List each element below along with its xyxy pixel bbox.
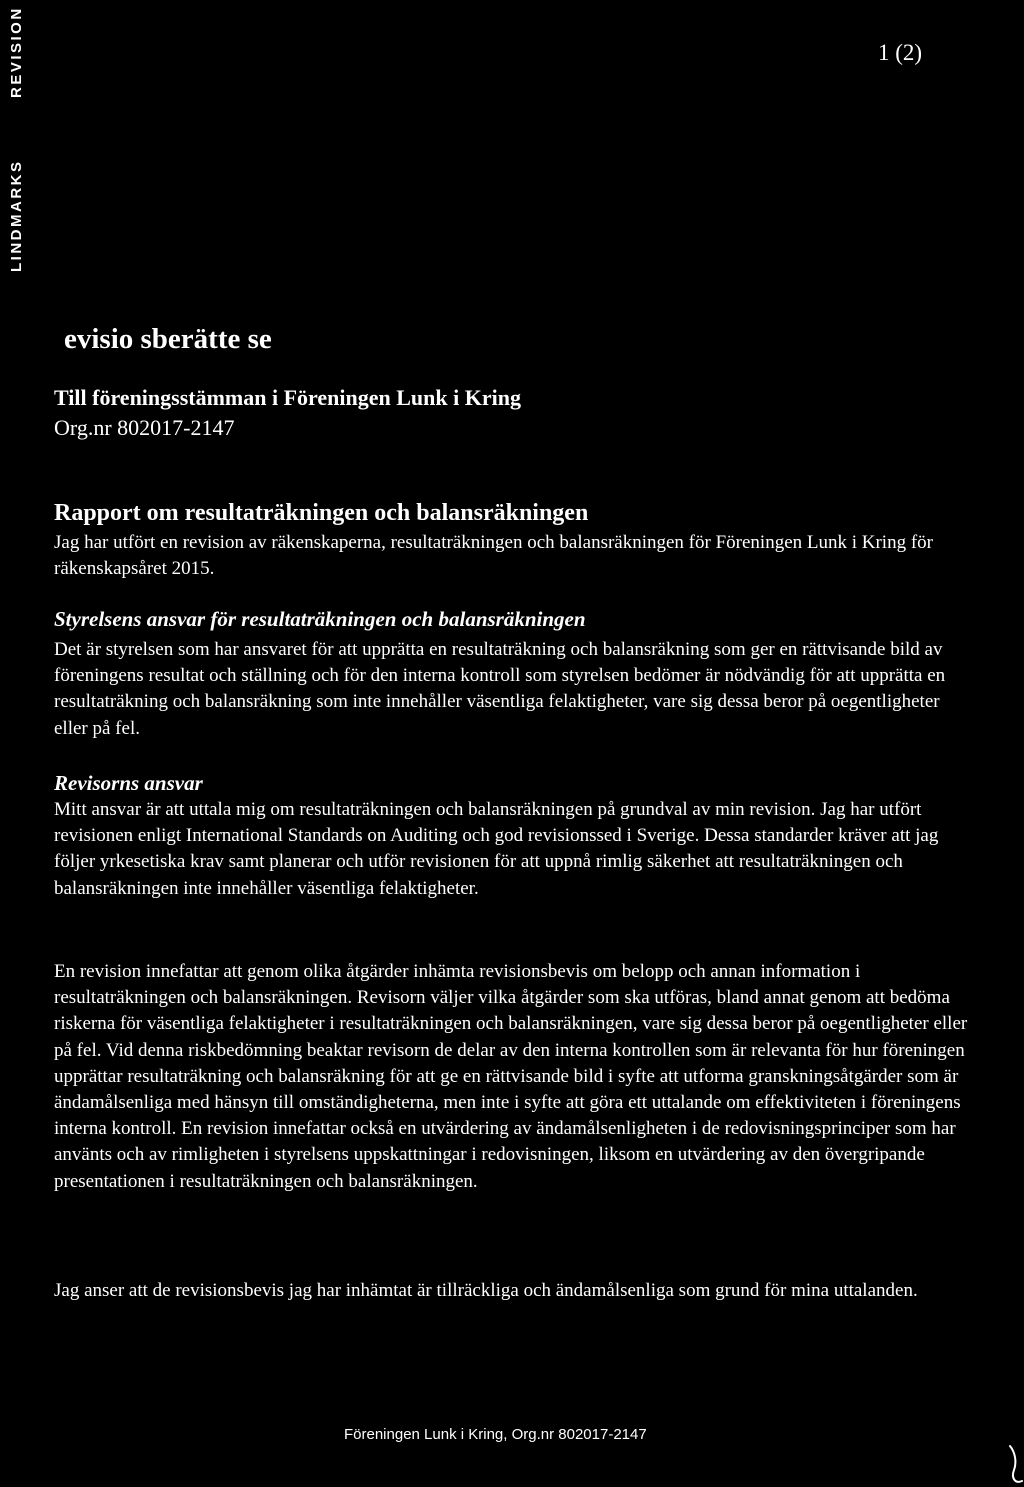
side-stamp: [6, 0, 30, 275]
handwritten-initial-mark: [1006, 1440, 1024, 1487]
addressee: Till föreningsstämman i Föreningen Lunk i Kring: [54, 385, 521, 410]
page-number: 1 (2): [878, 40, 923, 65]
page-footer: Föreningen Lunk i Kring, Org.nr 802017-2147: [344, 1426, 647, 1443]
document-title: evisio sberätte se: [64, 323, 272, 355]
org-number: Org.nr 802017-2147: [54, 415, 235, 440]
paragraph-audit-procedures: En revision innefattar att genom olika åtgärder inhämta revisionsbevis om belopp och annan information i resultaträkningen och balansräkningen. Revisorn väljer vilka åtgärder som ska utföras, bland annat genom att bedöma riskerna för väsentliga felaktigheter i resultaträkningen och balansräkningen, vare sig dessa beror på oegentligheter eller på fel. Vid denna riskbedömning beaktar revisorn de delar av den interna kontrollen som är relevanta för hur föreningen upprättar resultaträkning och balansräkning för att ge en rättvisande bild i syfte att utforma granskningsåtgärder som är ändamålsenliga med hänsyn till omständigheterna, men inte i syfte att göra ett uttalande om effektiviteten i föreningens interna kontroll. En revision innefattar också en utvärdering av ändamålsenligheten i de redovisningsprinciper som har använts och av rimligheten i styrelsens uppskattningar i redovisningen, liksom en utvärdering av den övergripande presentationen i resultaträkningen och balansräkningen.: [54, 961, 968, 1192]
side-stamp-word-2: REVISION: [8, 6, 25, 98]
section-heading-board-responsibility: Styrelsens ansvar för resultaträkningen och balansräkningen: [54, 607, 586, 631]
side-stamp-word-1: LINDMARKS: [8, 159, 25, 272]
paragraph-audit-evidence: Jag anser att de revisionsbevis jag har inhämtat är tillräckliga och ändamålsenliga som grund för mina uttalanden.: [54, 1280, 918, 1301]
paragraph-board-responsibility: Det är styrelsen som har ansvaret för att upprätta en resultaträkning och balansräkning som ger en rättvisande bild av föreningens resultat och ställning och för den interna kontroll som styrelsen bedömer är nödvändig för att upprätta en resultaträkning och balansräkning som inte innehåller väsentliga felaktigheter, vare sig dessa beror på oegentligheter eller på fel.: [54, 639, 946, 739]
paragraph-auditor-responsibility: Mitt ansvar är att uttala mig om resultaträkningen och balansräkningen på grundval av min revision. Jag har utfört revisionen enligt International Standards on Auditing och god revisionssed i Sverige. Dessa standarder kräver att jag följer yrkesetiska krav samt planerar och utför revisionen för att uppnå rimlig säkerhet att resultaträkningen och balansräkningen inte innehåller väsentliga felaktigheter.: [54, 799, 939, 899]
paragraph-report-intro: Jag har utfört en revision av räkenskaperna, resultaträkningen och balansräkningen för Föreningen Lunk i Kring för räkenskapsåret 2015.: [54, 532, 933, 580]
section-heading-report: Rapport om resultaträkningen och balansräkningen: [54, 500, 589, 526]
section-heading-auditor-responsibility: Revisorns ansvar: [54, 771, 203, 795]
